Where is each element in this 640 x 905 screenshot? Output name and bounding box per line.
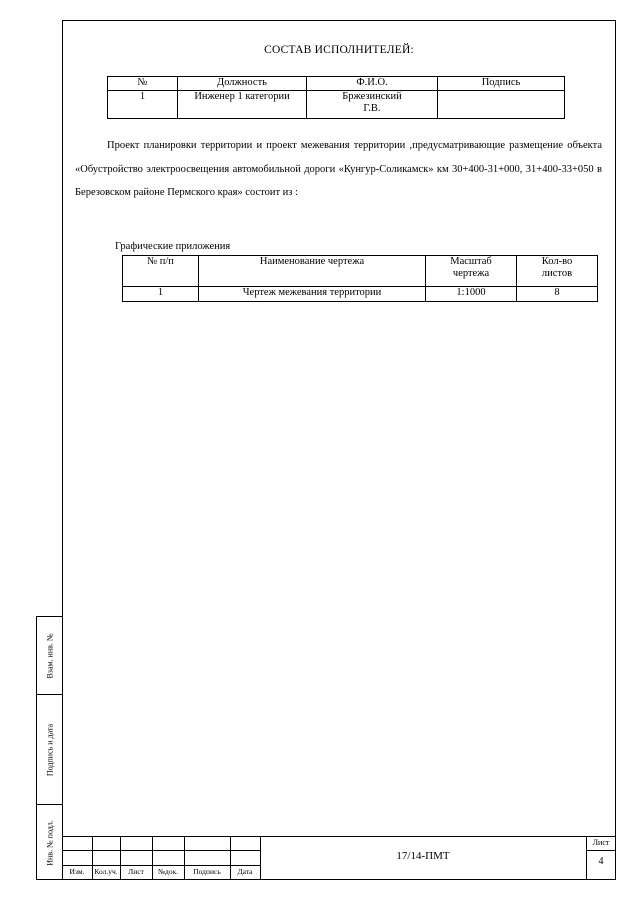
scale-header-line2: чертежа — [452, 268, 490, 279]
sheet-caption: Лист — [592, 838, 610, 847]
staff-signature — [438, 91, 565, 119]
table-header-row — [108, 77, 565, 91]
signature-label: Подпись — [193, 867, 221, 876]
drawing-scale: 1:1000 — [426, 287, 517, 302]
table-header-row — [123, 256, 598, 287]
staff-number: 1 — [108, 91, 178, 119]
replacement-inventory-cell — [37, 617, 62, 695]
column-header-position: Должность — [178, 77, 307, 91]
side-stamp — [36, 616, 62, 880]
drawing-sheet-count: 8 — [517, 287, 598, 302]
signature-date-cell — [37, 695, 62, 805]
column-header-drawing-title: Наименование чертежа — [199, 256, 426, 287]
appendix-caption: Графические приложения — [115, 241, 231, 252]
column-header-number: № п/п — [123, 256, 199, 287]
project-description: Проект планировки территории и проект межевания территории ,предусматривающие размещение объекта «Обустройство электроосвещения автомобильной дороги «Кунгур-Соликамск» км 30+400-31+000, 31+400-33+050 в Березовском районе Пермского края» состоит из : — [75, 140, 602, 198]
original-inventory-cell — [37, 805, 62, 881]
signature-date-label: Подпись и дата — [45, 723, 54, 776]
scale-header-line1: Масштаб — [450, 256, 492, 267]
staff-position: Инженер 1 категории — [178, 91, 307, 119]
staff-table — [107, 76, 565, 119]
drawings-table — [122, 255, 598, 302]
document-number-label: №док. — [157, 867, 179, 876]
revision-label: Изм. — [69, 867, 85, 876]
drawing-number: 1 — [123, 287, 199, 302]
column-header-name: Ф.И.О. — [307, 77, 438, 91]
column-header-scale — [426, 256, 517, 287]
table-row — [108, 91, 565, 119]
sheet-number: 4 — [598, 856, 604, 867]
table-row — [123, 287, 598, 302]
change-count-label: Кол.уч. — [94, 867, 118, 876]
count-header-line2: листов — [541, 268, 573, 279]
original-inventory-label: Инв. № подл. — [45, 820, 54, 866]
drawing-title: Чертеж межевания территории — [199, 287, 426, 302]
title-block — [62, 836, 616, 880]
replacement-inventory-label: Взам. инв. № — [45, 632, 54, 679]
column-header-signature: Подпись — [438, 77, 565, 91]
count-header-line1: Кол-во — [541, 256, 573, 267]
column-header-number: № — [108, 77, 178, 91]
staff-name — [307, 91, 438, 119]
sheet-label: Лист — [128, 867, 144, 876]
title-block-sheet-line — [586, 850, 616, 851]
column-header-sheet-count — [517, 256, 598, 287]
date-label: Дата — [237, 867, 253, 876]
page-title: СОСТАВ ИСПОЛНИТЕЛЕЙ: — [264, 44, 414, 56]
document-code: 17/14-ПМТ — [396, 850, 450, 862]
staff-surname: Бржезинский — [342, 91, 402, 102]
staff-initials: Г.В. — [363, 103, 381, 114]
title-block-top-line — [62, 836, 616, 837]
